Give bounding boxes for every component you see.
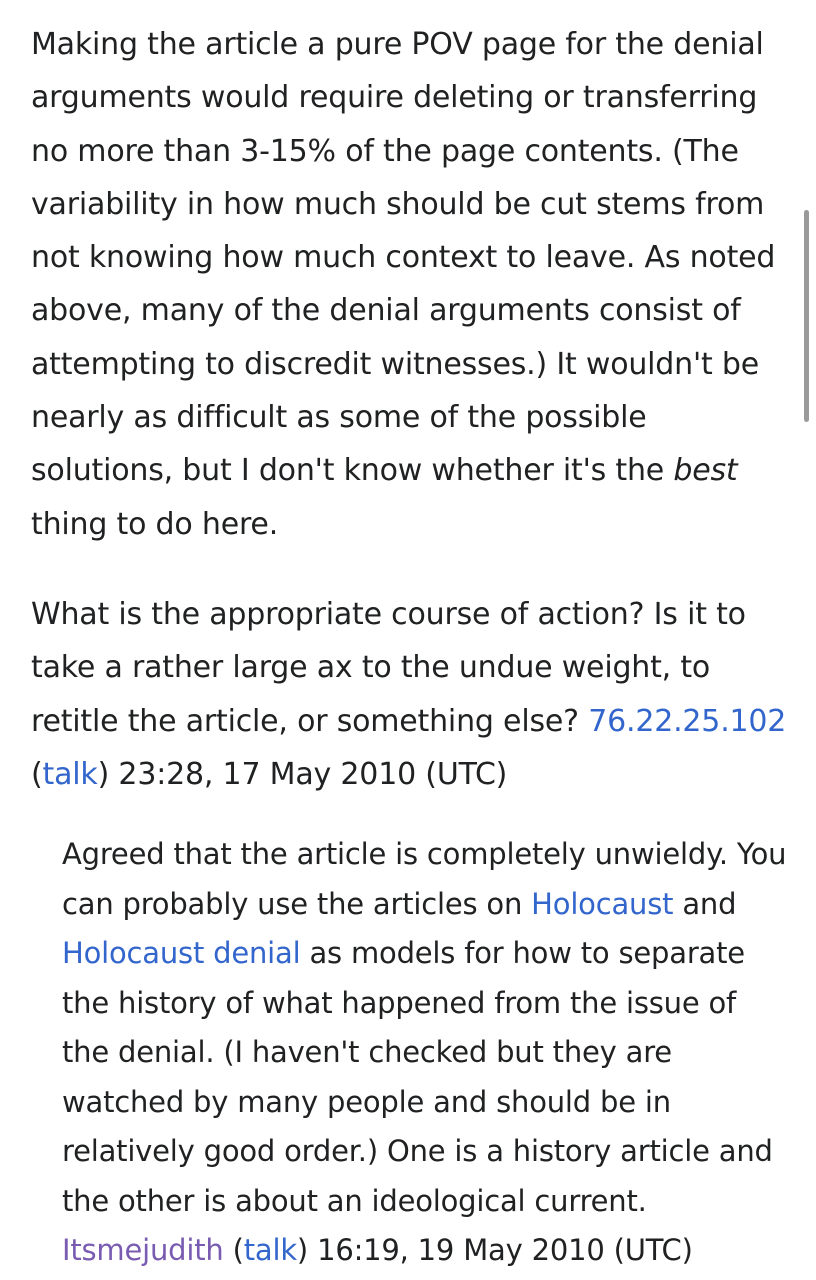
paren-open: ( bbox=[31, 756, 43, 792]
comment-text: Making the article a pure POV page for the denial arguments would require deleting or transferring no more than 3-15% of the page contents. (The variability in how much should be cut stems from not knowing how much context to leave. As noted above, many of the denial arguments consist of attempting to discredit witnesses.) It wouldn't be nearly as difficult as some of the possible solutions, but I don't know whether it's the bbox=[31, 27, 776, 489]
user-link-ip[interactable]: 76.22.25.102 bbox=[588, 703, 787, 739]
reply-text: Agreed that the article is completely unwieldy. You can probably use the articles on bbox=[62, 837, 787, 921]
user-link-itsmejudith[interactable]: Itsmejudith bbox=[62, 1233, 224, 1268]
reply-text: and bbox=[673, 886, 737, 921]
reply-paragraph bbox=[62, 830, 791, 1276]
holocaust-denial-link[interactable]: Holocaust denial bbox=[62, 936, 301, 971]
comment-paragraph-1 bbox=[31, 18, 791, 551]
talk-link[interactable]: talk bbox=[243, 1233, 297, 1268]
talk-page-content bbox=[31, 18, 791, 1276]
comment-paragraph-2 bbox=[31, 588, 791, 801]
paren-close: ) bbox=[97, 756, 110, 792]
reply-block bbox=[62, 830, 791, 1276]
vertical-scrollbar[interactable] bbox=[804, 210, 809, 422]
signature-timestamp: 16:19, 19 May 2010 (UTC) bbox=[308, 1233, 693, 1268]
emphasis-text: best bbox=[673, 453, 738, 489]
holocaust-link[interactable]: Holocaust bbox=[531, 886, 674, 921]
comment-text: What is the appropriate course of action? Is it to take a rather large ax to the undue weight, to retitle the article, or something else? bbox=[31, 596, 746, 739]
talk-link[interactable]: talk bbox=[42, 756, 98, 792]
comment-text-end: thing to do here. bbox=[31, 506, 279, 542]
reply-text: as models for how to separate the history of what happened from the issue of the denial. (I haven't checked but they are watched by many people and should be in relatively good order.) One is a history article and the other is about an ideological current. bbox=[62, 936, 773, 1218]
paren-close: ) bbox=[296, 1233, 309, 1268]
signature-timestamp: 23:28, 17 May 2010 (UTC) bbox=[109, 756, 508, 792]
paren-open: ( bbox=[223, 1233, 244, 1268]
